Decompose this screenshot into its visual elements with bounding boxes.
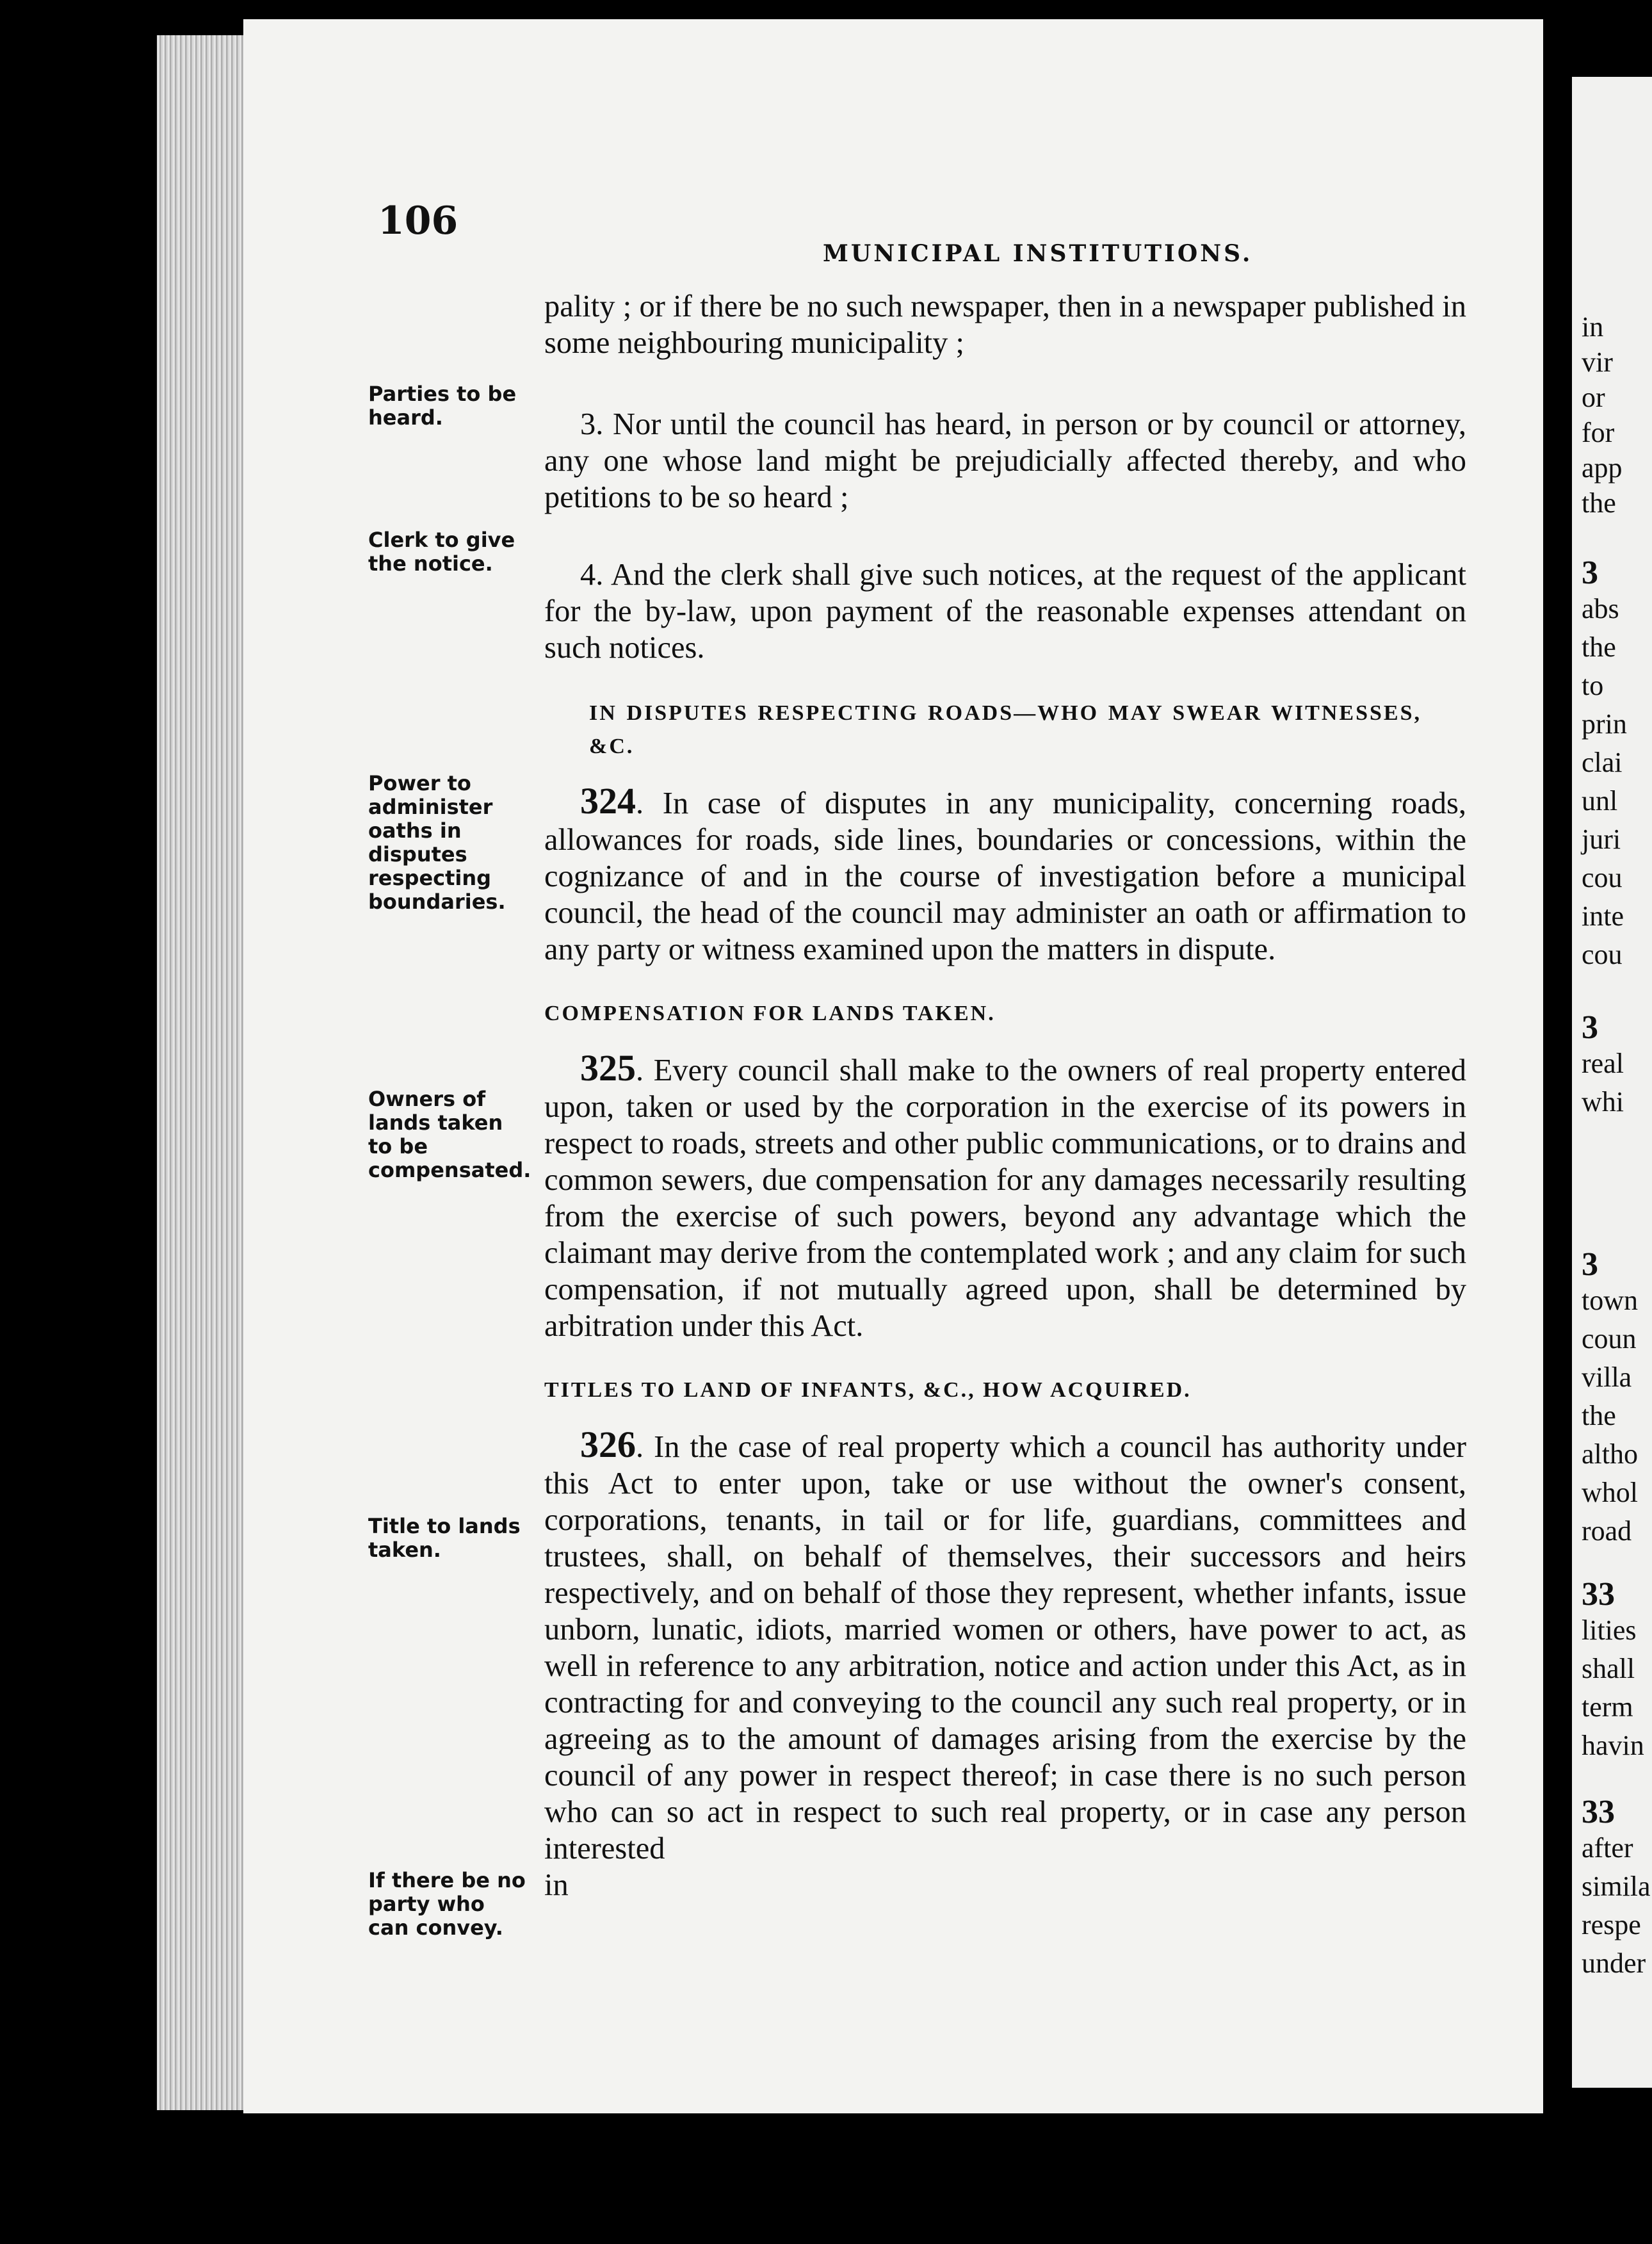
- fragment-line: the: [1582, 631, 1616, 663]
- heading-disputes-roads: IN DISPUTES RESPECTING ROADS—WHO MAY SWEAR WITNESSES, &C.: [589, 701, 1421, 758]
- fragment-line: prin: [1582, 708, 1627, 740]
- adjacent-page-fragment: [1572, 77, 1652, 2088]
- margin-note-clerk-notice: Clerk to give the notice.: [368, 528, 515, 576]
- fragment-line: 3: [1582, 1246, 1598, 1283]
- fragment-line: for: [1582, 417, 1615, 448]
- fragment-line: the: [1582, 487, 1616, 519]
- fragment-line: clai: [1582, 747, 1623, 778]
- section-326-text: . In the case of real property which a council has authority under this Act to enter upon, take or use without the owner's consent, corporations, tenants, in tail or for life, guardians, committees and trustees, shall, on behalf of themselves, their successors and heirs respectively, and on behalf of those they represent, whether infants, issue unborn, lunatic, idiots, married women or others, have power to act, as well in reference to any arbitration, notice and action under this Act, as in contracting for and conveying to the council any such real property, or in agreeing as to the amount of damages arising from the exercise by the council of any power in respect thereof; in case there is no such person who can so act in respect to such real property, or in case any person interested: [544, 1430, 1466, 1866]
- fragment-line: respe: [1582, 1909, 1641, 1940]
- fragment-line: under: [1582, 1947, 1646, 1979]
- fragment-line: simila: [1582, 1871, 1651, 1902]
- paragraph-pality: pality ; or if there be no such newspaper, then in a newspaper published in some neighbouring municipality ;: [544, 289, 1466, 360]
- fragment-line: in: [1582, 311, 1604, 343]
- fragment-line: term: [1582, 1691, 1633, 1723]
- fragment-line: 3: [1582, 555, 1598, 591]
- fragment-line: lities: [1582, 1614, 1637, 1646]
- margin-note-owners-compensated: Owners of lands taken to be compensated.: [368, 1087, 531, 1182]
- fragment-line: real: [1582, 1048, 1624, 1079]
- fragment-line: juri: [1582, 824, 1621, 855]
- section-325: [544, 1047, 1466, 1344]
- margin-note-power-oaths: Power to administer oaths in disputes respecting boundaries.: [368, 771, 506, 914]
- fragment-line: cou: [1582, 939, 1623, 970]
- margin-note-no-party: If there be no party who can convey.: [368, 1868, 526, 1940]
- heading-compensation: COMPENSATION FOR LANDS TAKEN.: [544, 1002, 996, 1025]
- fragment-line: cou: [1582, 862, 1623, 893]
- fragment-line: shall: [1582, 1653, 1635, 1684]
- fragment-line: road: [1582, 1515, 1632, 1547]
- running-head: MUNICIPAL INSTITUTIONS.: [823, 240, 1253, 267]
- fragment-line: unl: [1582, 785, 1618, 817]
- fragment-line: coun: [1582, 1323, 1637, 1354]
- fragment-line: the: [1582, 1400, 1616, 1431]
- fragment-line: town: [1582, 1285, 1638, 1316]
- fragment-line: altho: [1582, 1438, 1638, 1470]
- fragment-line: whi: [1582, 1086, 1624, 1118]
- section-324-text: . In case of disputes in any municipality, concerning roads, allowances for roads, side lines, boundaries or concessions, within the cognizance of and in the course of investigation before a municipal council, the head of the council may administer an oath or affirmation to any party or witness examined upon the matters in dispute.: [544, 786, 1466, 966]
- margin-note-title-lands: Title to lands taken.: [368, 1514, 521, 1562]
- fragment-line: 3: [1582, 1009, 1598, 1046]
- fragment-line: abs: [1582, 593, 1619, 624]
- section-number-324: 324: [580, 780, 636, 822]
- margin-note-parties-heard: Parties to be heard.: [368, 382, 517, 430]
- book-page: [243, 19, 1543, 2113]
- section-326: [544, 1426, 1466, 1867]
- section-number-326: 326: [580, 1424, 636, 1465]
- heading-titles-infants: TITLES TO LAND OF INFANTS, &C., HOW ACQUIRED.: [544, 1378, 1192, 1402]
- page-number: 106: [378, 199, 458, 243]
- fragment-line: after: [1582, 1832, 1633, 1864]
- fragment-line: villa: [1582, 1362, 1632, 1393]
- fragment-line: whol: [1582, 1477, 1638, 1508]
- section-325-text: . Every council shall make to the owners of real property entered upon, taken or used by the corporation in the exercise of its powers in respect to roads, streets and other public communications, or to drains and common sewers, due compensation for any damages necessarily resulting from the exercise of such powers, beyond any advantage which the claimant may derive from the contemplated work ; and any claim for such compensation, if not mutually agreed upon, shall be determined by arbitration under this Act.: [544, 1053, 1466, 1343]
- fragment-line: 33: [1582, 1794, 1615, 1830]
- fragment-line: app: [1582, 452, 1623, 484]
- fragment-line: 33: [1582, 1576, 1615, 1613]
- paragraph-3-heard: 3. Nor until the council has heard, in person or by council or attorney, any one whose land might be prejudicially affected thereby, and who petitions to be so heard ;: [544, 407, 1466, 514]
- section-number-325: 325: [580, 1047, 636, 1089]
- fragment-line: vir: [1582, 346, 1613, 378]
- fragment-line: or: [1582, 382, 1605, 413]
- fragment-line: havin: [1582, 1730, 1644, 1761]
- fragment-line: inte: [1582, 900, 1624, 932]
- fragment-line: to: [1582, 670, 1604, 701]
- section-324: [544, 780, 1466, 968]
- body-text: [544, 288, 1466, 1903]
- paragraph-4-clerk: 4. And the clerk shall give such notices, at the request of the applicant for the by-law, upon payment of the reasonable expenses attendant on such notices.: [544, 558, 1466, 665]
- catchword: in: [544, 1868, 569, 1902]
